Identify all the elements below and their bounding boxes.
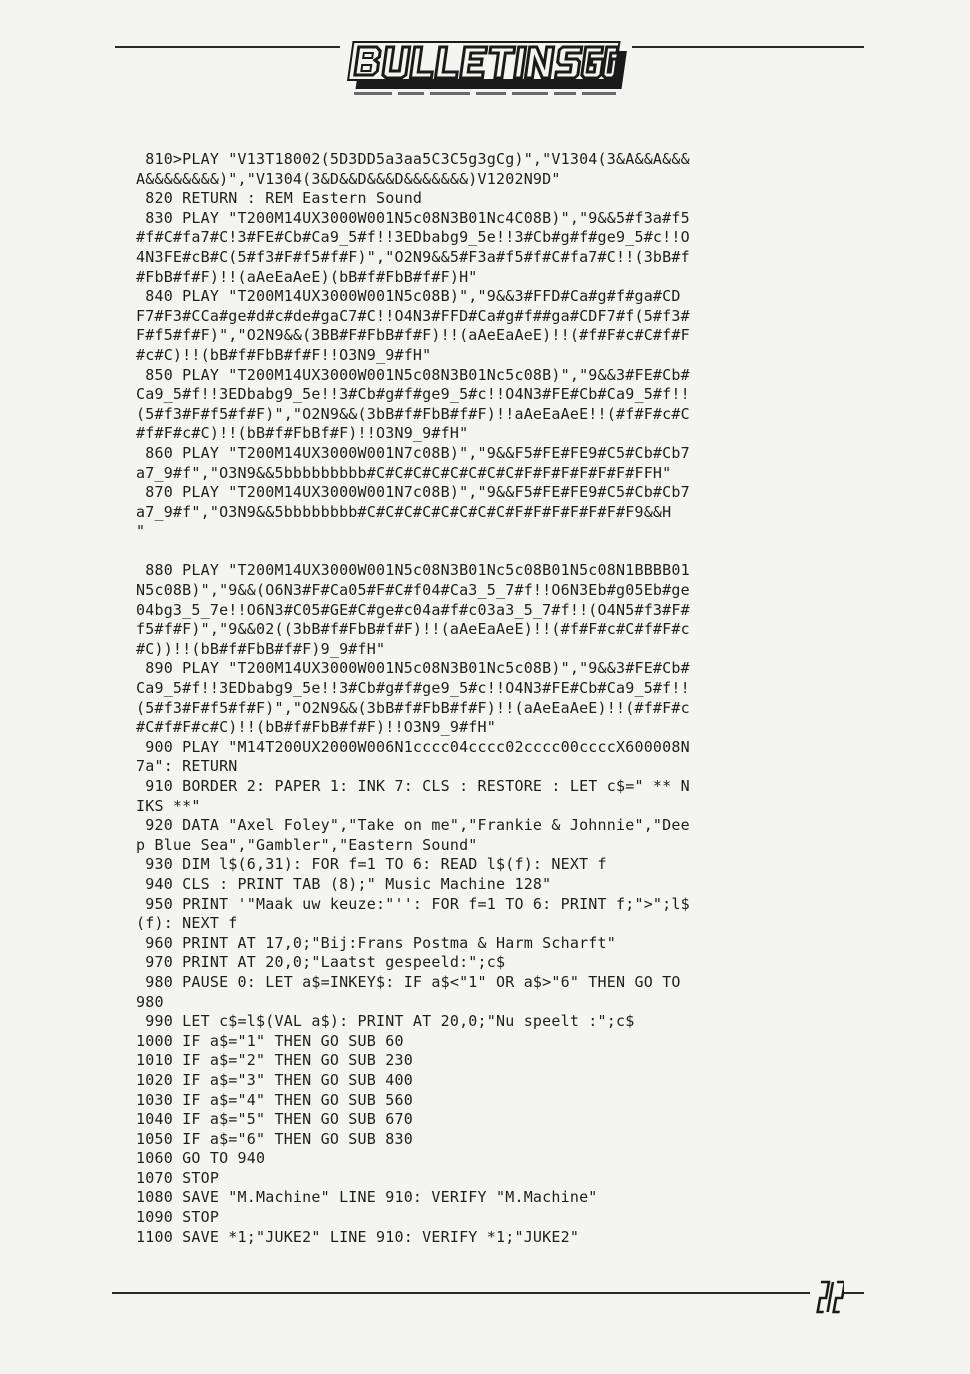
code-line: 970 PRINT AT 20,0;"Laatst gespeeld:";c$ — [136, 953, 506, 972]
header-rule-left — [115, 46, 340, 48]
code-line: p Blue Sea","Gambler","Eastern Sound" — [136, 835, 478, 854]
code-line: 1010 IF a$="2" THEN GO SUB 230 — [136, 1051, 413, 1070]
code-line: a7_9#f","O3N9&&5bbbbbbbbb#C#C#C#C#C#C#C#C#F#F#F#F#F#F#FFH" — [136, 463, 672, 482]
code-line: 1070 STOP — [136, 1168, 220, 1187]
code-line: 1030 IF a$="4" THEN GO SUB 560 — [136, 1090, 413, 1109]
code-line: IKS **" — [136, 796, 201, 815]
footer-rule-left — [112, 1292, 810, 1294]
code-line: 910 BORDER 2: PAPER 1: INK 7: CLS : RESTORE : LET c$=" ** N — [136, 777, 690, 795]
code-line: 7a": RETURN — [136, 757, 238, 776]
code-line: 1060 GO TO 940 — [136, 1149, 266, 1168]
code-line: 840 PLAY "T200M14UX3000W001N5c08B)","9&&3#FFD#Ca#g#f#ga#CD — [136, 287, 681, 306]
code-line: 980 — [136, 992, 164, 1011]
code-line — [136, 542, 836, 562]
code-line: 830 PLAY "T200M14UX3000W001N5c08N3B01Nc4C08B)","9&&5#f3a#f5 — [136, 208, 690, 227]
code-line: 900 PLAY "M14T200UX2000W006N1cccc04cccc02cccc00ccccX600008N — [136, 737, 690, 756]
basic-program-listing — [136, 150, 836, 1247]
code-line: Ca9_5#f!!3EDbabg9_5e!!3#Cb#g#f#ge9_5#c!!O4N3#FE#Cb#Ca9_5#f!! — [136, 679, 690, 698]
code-line: 860 PLAY "T200M14UX3000W001N7c08B)","9&&F5#FE#FE9#C5#Cb#Cb7 — [136, 443, 690, 462]
code-line: a7_9#f","O3N9&&5bbbbbbbb#C#C#C#C#C#C#C#C#F#F#F#F#F#F#F9&&H — [136, 502, 672, 521]
page-number-text — [812, 1276, 844, 1322]
code-line: 940 CLS : PRINT TAB (8);" Music Machine 128" — [136, 874, 552, 893]
code-line: 1050 IF a$="6" THEN GO SUB 830 — [136, 1129, 413, 1148]
code-line: 850 PLAY "T200M14UX3000W001N5c08N3B01Nc5c08B)","9&&3#FE#Cb# — [136, 365, 690, 384]
header-rule-right — [632, 46, 864, 48]
code-line: 870 PLAY "T200M14UX3000W001N7c08B)","9&&F5#FE#FE9#C5#Cb#Cb7 — [136, 483, 690, 502]
code-line: 920 DATA "Axel Foley","Take on me","Frankie & Johnnie","Dee — [136, 816, 690, 835]
page-number — [812, 1276, 844, 1322]
code-line: #C))!!(bB#f#FbB#f#F)9_9#fH" — [136, 639, 386, 658]
code-line: 1020 IF a$="3" THEN GO SUB 400 — [136, 1070, 413, 1089]
bulletin-sgg-masthead-logo — [342, 38, 630, 90]
code-line: F7#F3#CCa#ge#d#c#de#gaC7#C!!O4N3#FFD#Ca#g#f##ga#CDF7#f(5#f3# — [136, 306, 690, 325]
code-line: 930 DIM l$(6,31): FOR f=1 TO 6: READ l$(f): NEXT f — [136, 855, 607, 874]
code-line: 980 PAUSE 0: LET a$=INKEY$: IF a$<"1" OR a$>"6" THEN GO TO — [136, 972, 681, 991]
masthead-tagline-decoration — [354, 90, 624, 98]
code-line: #c#C)!!(bB#f#FbB#f#F!!O3N9_9#fH" — [136, 345, 432, 364]
code-line: Ca9_5#f!!3EDbabg9_5e!!3#Cb#g#f#ge9_5#c!!O4N3#FE#Cb#Ca9_5#f!! — [136, 385, 690, 404]
code-line: 04bg3_5_7e!!O6N3#C05#GE#C#ge#c04a#f#c03a3_5_7#f!!(O4N5#f3#F# — [136, 600, 690, 619]
code-line: 990 LET c$=l$(VAL a$): PRINT AT 20,0;"Nu speelt :";c$ — [136, 1012, 635, 1031]
code-line: " — [136, 522, 146, 541]
code-line: 820 RETURN : REM Eastern Sound — [136, 189, 423, 208]
code-line: 4N3FE#cB#C(5#f3#F#f5#f#F)","O2N9&&5#F3a#f5#f#C#fa7#C!!(3bB#f — [136, 247, 690, 266]
code-line: 890 PLAY "T200M14UX3000W001N5c08N3B01Nc5c08B)","9&&3#FE#Cb# — [136, 659, 690, 678]
code-line: N5c08B)","9&&(O6N3#F#Ca05#F#C#f04#Ca3_5_7#f!!O6N3Eb#g05Eb#ge — [136, 581, 690, 600]
code-line: #f#C#fa7#C!3#FE#Cb#Ca9_5#f!!3EDbabg9_5e!!3#Cb#g#f#ge9_5#c!!O — [136, 228, 690, 247]
code-line: F#f5#f#F)","O2N9&&(3BB#F#FbB#f#F)!!(aAeEaAeE)!!(#f#F#c#C#f#F — [136, 326, 690, 345]
code-line: 1000 IF a$="1" THEN GO SUB 60 — [136, 1031, 404, 1050]
code-line: (f): NEXT f — [136, 914, 238, 933]
code-line: 810>PLAY "V13T18002(5D3DD5a3aa5C3C5g3gCg)","V1304(3&A&&A&&& — [136, 150, 690, 168]
code-line: 1040 IF a$="5" THEN GO SUB 670 — [136, 1110, 413, 1129]
code-line: 880 PLAY "T200M14UX3000W001N5c08N3B01Nc5c08B01N5c08N1BBBB01 — [136, 561, 690, 580]
code-line: (5#f3#F#f5#f#F)","O2N9&&(3bB#f#FbB#f#F)!!(aAeEaAeE)!!(#f#F#c — [136, 698, 690, 717]
code-line: f5#f#F)","9&&02((3bB#f#FbB#f#F)!!(aAeEaAeE)!!(#f#F#c#C#f#F#c — [136, 620, 690, 639]
code-line: #FbB#f#F)!!(aAeEaAeE)(bB#f#FbB#f#F)H" — [136, 267, 478, 286]
code-line: (5#f3#F#f5#f#F)","O2N9&&(3bB#f#FbB#f#F)!!aAeEaAeE!!(#f#F#c#C — [136, 404, 690, 423]
code-line: 1080 SAVE "M.Machine" LINE 910: VERIFY "M.Machine" — [136, 1188, 598, 1207]
code-line: 950 PRINT '"Maak uw keuze:"'': FOR f=1 TO 6: PRINT f;">";l$ — [136, 894, 690, 913]
code-line: A&&&&&&&&)","V1304(3&D&&D&&&D&&&&&&&)V1202N9D" — [136, 169, 561, 188]
code-line: 960 PRINT AT 17,0;"Bij:Frans Postma & Harm Scharft" — [136, 933, 616, 952]
code-line: #C#f#F#c#C)!!(bB#f#FbB#f#F)!!O3N9_9#fH" — [136, 718, 496, 737]
code-line: 1090 STOP — [136, 1208, 220, 1227]
code-line: #f#F#c#C)!!(bB#f#FbBf#F)!!O3N9_9#fH" — [136, 424, 469, 443]
code-line: 1100 SAVE *1;"JUKE2" LINE 910: VERIFY *1;"JUKE2" — [136, 1227, 580, 1246]
